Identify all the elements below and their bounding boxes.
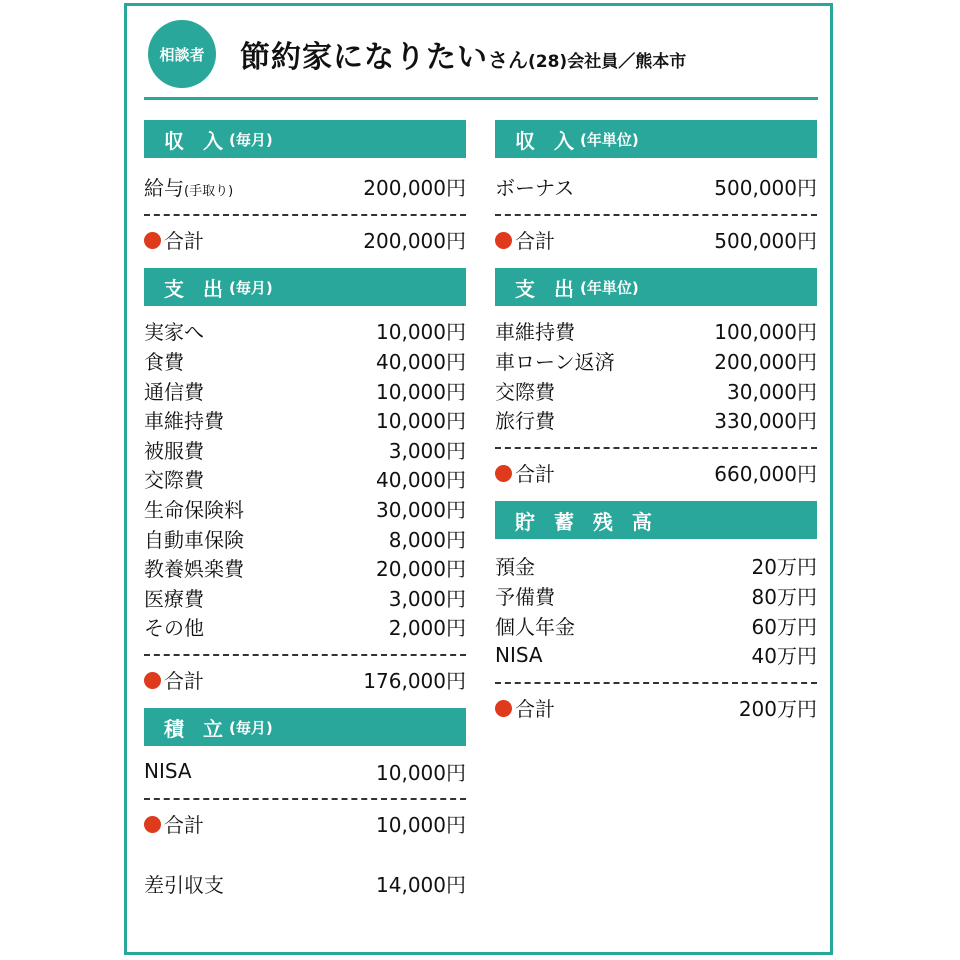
row-label: 被服費 <box>144 438 204 463</box>
row-value: 200,000円 <box>714 350 817 375</box>
row-label: 教養娯楽費 <box>144 557 244 582</box>
table-row <box>495 375 817 405</box>
row-label: 預金 <box>495 555 535 580</box>
section-title: 支 出 <box>515 276 580 301</box>
row-value: 40,000円 <box>376 468 466 493</box>
right-column <box>495 120 817 722</box>
row-value: 330,000円 <box>714 409 817 434</box>
table-row <box>495 610 817 640</box>
row-value: 200,000円 <box>363 176 466 201</box>
row-label: 車維持費 <box>495 320 575 345</box>
table-row <box>495 405 817 435</box>
consultant-badge: 相談者 <box>148 20 216 88</box>
section-subtitle: (年単位) <box>579 130 639 149</box>
title-name: 節約家になりたい <box>240 40 488 75</box>
section-subtitle: (毎月) <box>228 130 273 149</box>
row-value: 100,000円 <box>714 320 817 345</box>
section-title: 支 出 <box>164 276 229 301</box>
total-value: 176,000円 <box>363 669 466 694</box>
table-row <box>144 346 466 376</box>
total-label: 合計 <box>515 228 555 253</box>
table-row <box>144 316 466 346</box>
row-label: 予備費 <box>495 585 555 610</box>
row-value: 60万円 <box>751 614 817 639</box>
table-row <box>495 551 817 581</box>
left-column <box>144 120 466 898</box>
table-row <box>144 756 466 786</box>
row-label: 生命保険料 <box>144 498 244 523</box>
total-value: 500,000円 <box>714 228 817 253</box>
row-label: 旅行費 <box>495 409 555 434</box>
total-label: 合計 <box>164 813 204 838</box>
row-value: 10,000円 <box>376 760 466 785</box>
section-title: 収 入 <box>164 128 229 153</box>
row-label: 個人年金 <box>495 614 575 639</box>
row-value: 10,000円 <box>376 409 466 434</box>
title-honorific: さん <box>488 48 528 72</box>
row-label: 車ローン返済 <box>495 350 615 375</box>
red-dot-icon <box>495 232 512 249</box>
table-row <box>495 581 817 611</box>
section-subtitle: (毎月) <box>228 278 273 297</box>
section-header-savings-balance <box>495 501 817 539</box>
section-header-saving-monthly <box>144 708 466 746</box>
section-subtitle: (毎月) <box>228 718 273 737</box>
row-value: 30,000円 <box>376 498 466 523</box>
table-row <box>144 172 466 202</box>
row-label: 車維持費 <box>144 409 224 434</box>
table-row <box>144 405 466 435</box>
table-row <box>144 523 466 553</box>
total-label: 合計 <box>515 696 555 721</box>
table-row <box>144 375 466 405</box>
total-row <box>495 458 817 488</box>
total-row <box>144 665 466 695</box>
total-value: 200万円 <box>738 696 817 721</box>
table-row <box>495 172 817 202</box>
row-value: 2,000円 <box>388 616 466 641</box>
section-subtitle: (年単位) <box>579 278 639 297</box>
balance-label: 差引収支 <box>144 872 224 897</box>
balance-value: 14,000円 <box>376 872 466 897</box>
row-label: 食費 <box>144 350 184 375</box>
row-value: 20万円 <box>751 555 817 580</box>
total-label: 合計 <box>164 228 204 253</box>
red-dot-icon <box>144 232 161 249</box>
red-dot-icon <box>495 465 512 482</box>
section-title: 積 立 <box>164 716 229 741</box>
row-label: 自動車保険 <box>144 527 244 552</box>
table-row <box>495 640 817 670</box>
page-title <box>240 32 686 76</box>
title-info: (28)会社員／熊本市 <box>528 52 687 72</box>
table-row <box>495 316 817 346</box>
total-row <box>495 225 817 255</box>
table-row <box>144 464 466 494</box>
row-value: 8,000円 <box>388 527 466 552</box>
row-value: 500,000円 <box>714 176 817 201</box>
row-label: 医療費 <box>144 586 204 611</box>
section-header-expense-monthly <box>144 268 466 306</box>
row-label: 交際費 <box>495 379 555 404</box>
table-row <box>144 494 466 524</box>
row-value: 10,000円 <box>376 379 466 404</box>
row-label: NISA <box>495 642 543 667</box>
section-header-expense-yearly <box>495 268 817 306</box>
total-value: 10,000円 <box>376 813 466 838</box>
row-label: 給与 <box>144 176 184 201</box>
row-value: 40,000円 <box>376 350 466 375</box>
row-label: ボーナス <box>495 176 575 201</box>
row-value: 40万円 <box>751 644 817 669</box>
red-dot-icon <box>144 672 161 689</box>
total-label: 合計 <box>164 669 204 694</box>
total-row <box>495 693 817 723</box>
total-row <box>144 225 466 255</box>
row-label-note: (手取り) <box>184 184 234 200</box>
table-row <box>144 553 466 583</box>
row-label: 実家へ <box>144 320 204 345</box>
row-label: その他 <box>144 616 204 641</box>
row-value: 3,000円 <box>388 438 466 463</box>
row-value: 10,000円 <box>376 320 466 345</box>
total-label: 合計 <box>515 461 555 486</box>
total-value: 660,000円 <box>714 461 817 486</box>
table-row <box>144 583 466 613</box>
section-title: 収 入 <box>515 128 580 153</box>
row-value: 3,000円 <box>388 586 466 611</box>
title-divider <box>144 97 818 100</box>
row-label: NISA <box>144 759 192 784</box>
total-row <box>144 809 466 839</box>
row-label: 通信費 <box>144 379 204 404</box>
section-title: 貯 蓄 残 高 <box>515 509 658 534</box>
table-row <box>144 435 466 465</box>
section-header-income-monthly <box>144 120 466 158</box>
table-row <box>144 612 466 642</box>
balance-row <box>144 869 466 899</box>
total-value: 200,000円 <box>363 228 466 253</box>
row-value: 20,000円 <box>376 557 466 582</box>
row-value: 80万円 <box>751 585 817 610</box>
red-dot-icon <box>144 816 161 833</box>
table-row <box>495 346 817 376</box>
row-value: 30,000円 <box>727 379 817 404</box>
red-dot-icon <box>495 700 512 717</box>
section-header-income-yearly <box>495 120 817 158</box>
row-label: 交際費 <box>144 468 204 493</box>
